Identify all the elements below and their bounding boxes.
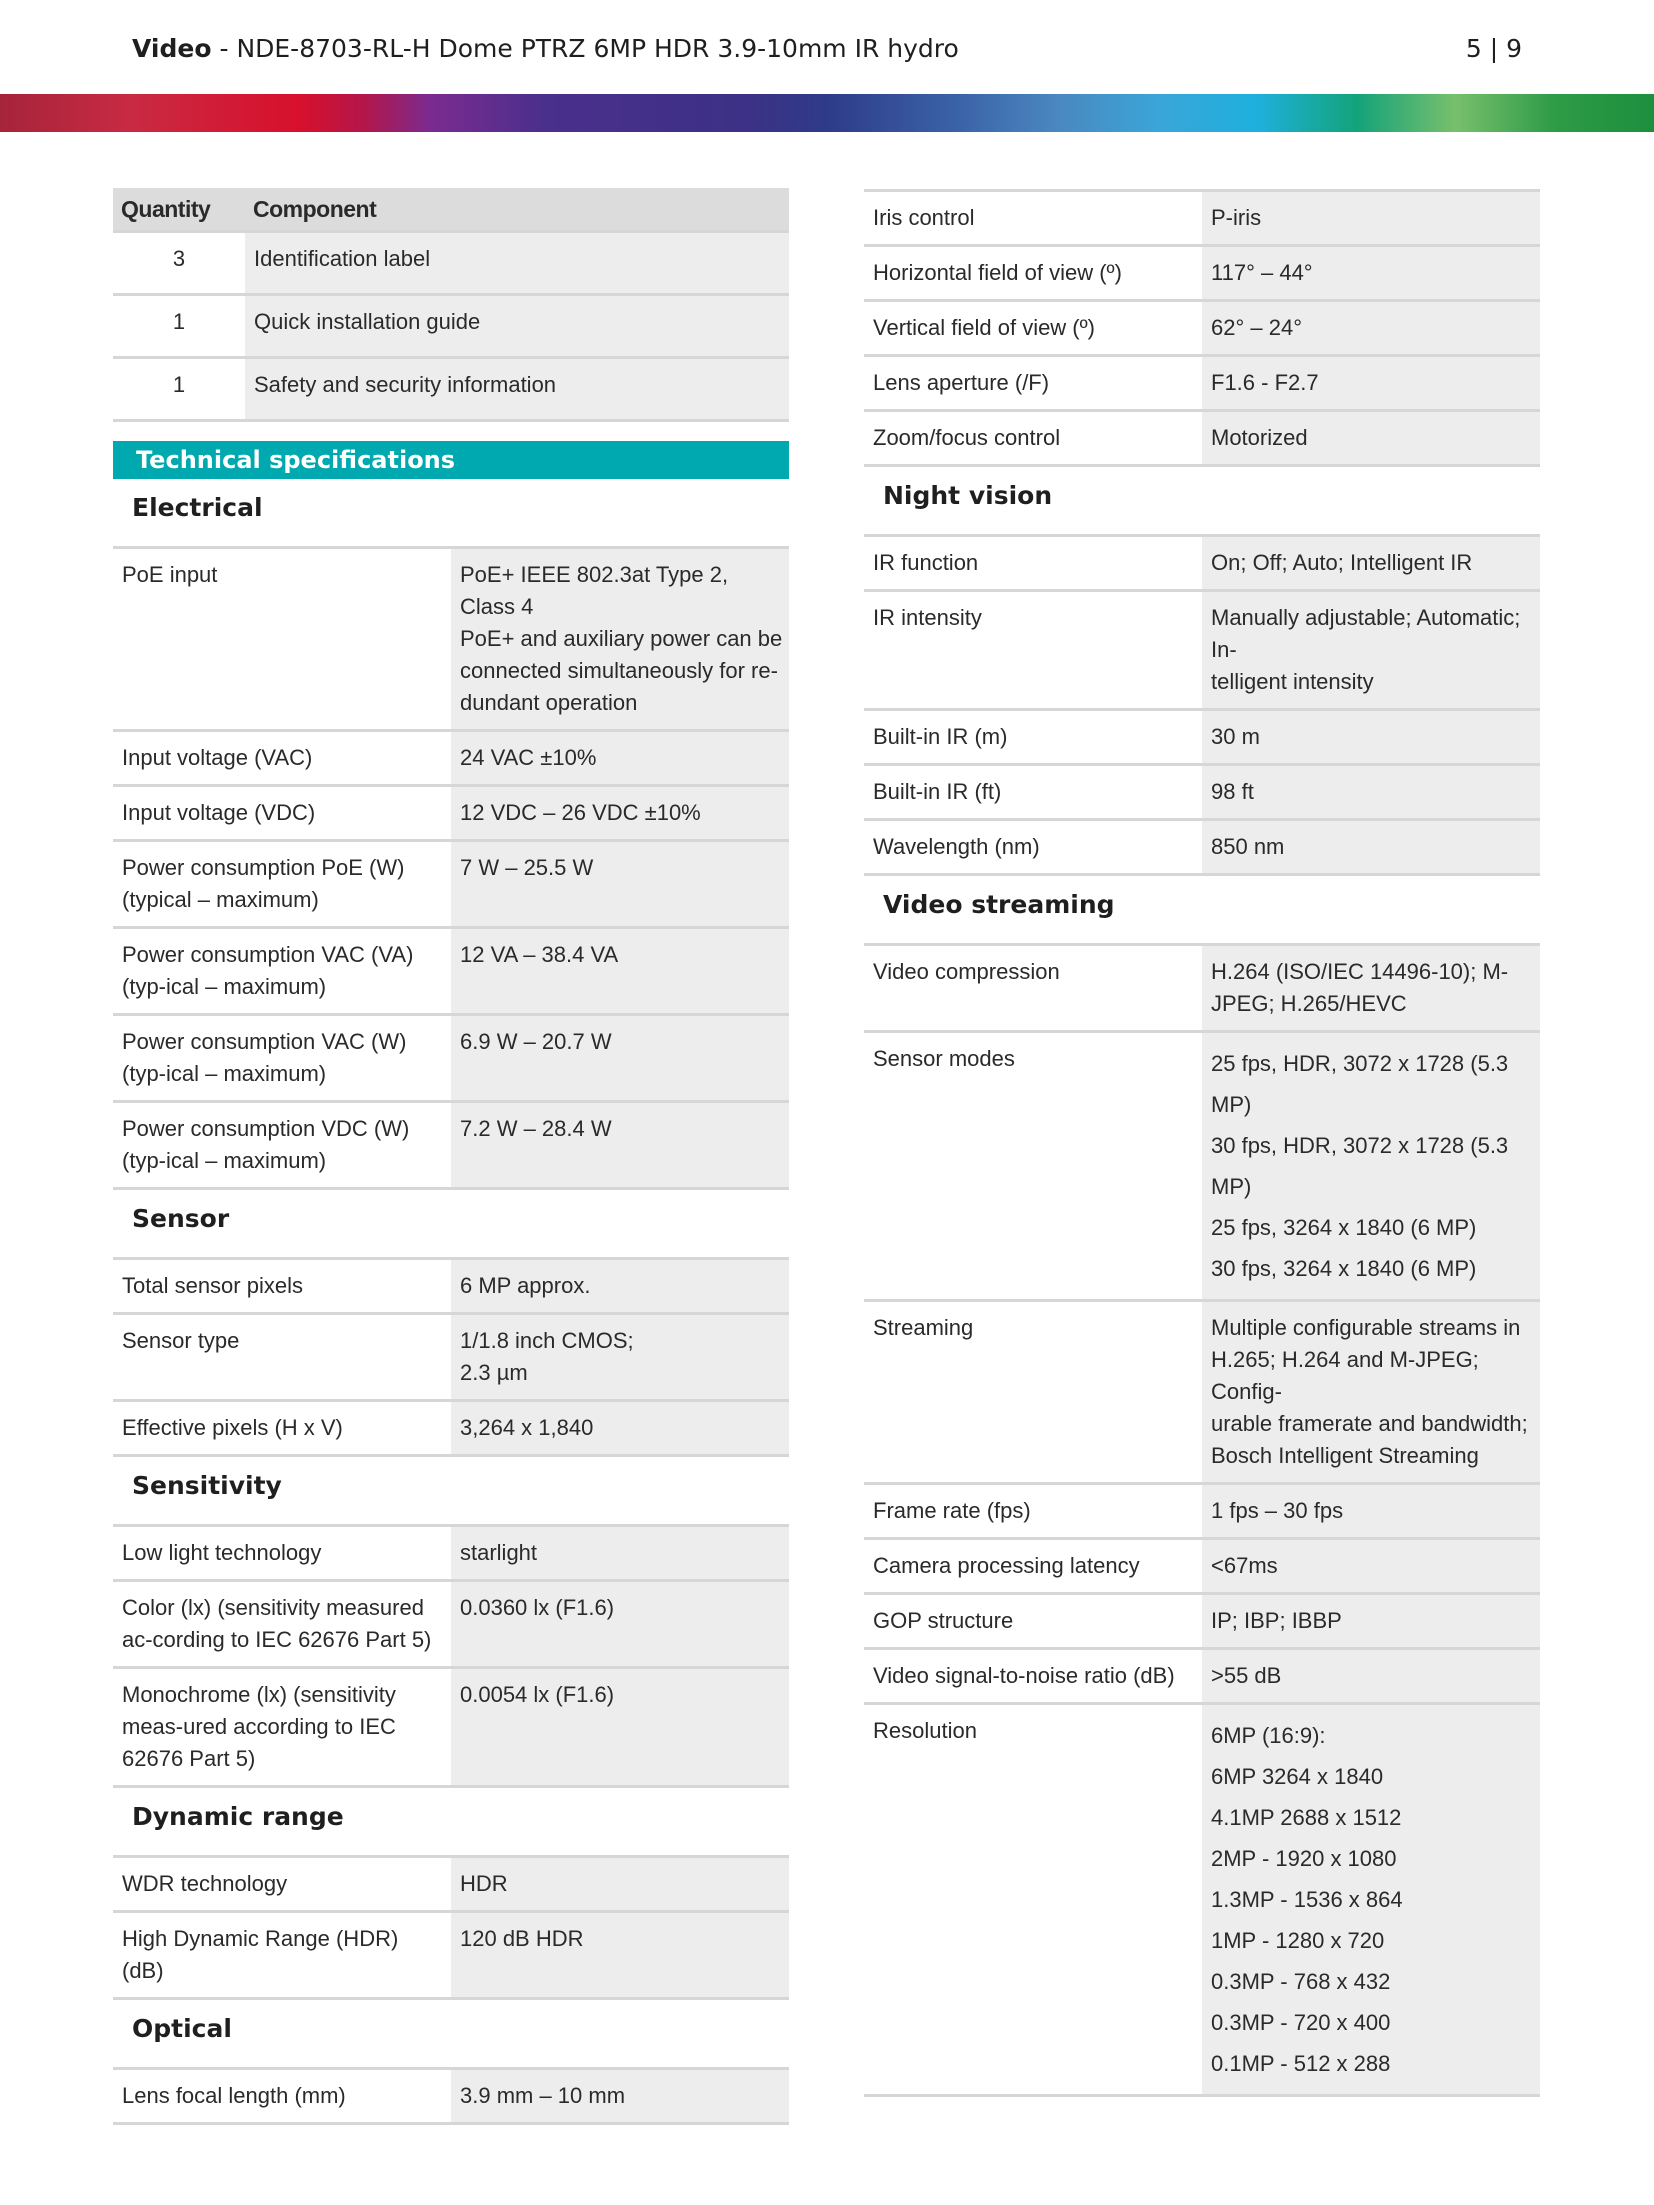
spec-value-line: 0.1MP - 512 x 288: [1211, 2051, 1391, 2076]
spec-label: Zoom/focus control: [864, 411, 1202, 466]
spec-value-line: Motorized: [1211, 425, 1308, 450]
section-heading: Sensitivity: [132, 1471, 282, 1500]
spec-row: [113, 1857, 789, 1912]
spec-value: [451, 1102, 789, 1189]
table-row: [113, 358, 789, 421]
spec-label: Lens focal length (mm): [113, 2069, 451, 2124]
spec-label: IR intensity: [864, 591, 1202, 710]
spec-row: [864, 710, 1540, 765]
spec-label: Effective pixels (H x V): [113, 1401, 451, 1456]
spec-table: [113, 2067, 789, 2125]
spec-value-line: 12 VA – 38.4 VA: [460, 942, 619, 967]
spec-value: [451, 1314, 789, 1401]
section-heading: Night vision: [883, 481, 1053, 510]
left-spec-sections: [113, 479, 789, 2125]
spec-label: Power consumption VAC (VA) (typ-ical – maximum): [113, 928, 451, 1015]
title-product: NDE-8703-RL-H Dome PTRZ 6MP HDR 3.9-10mm IR hydro: [236, 34, 959, 63]
spec-value-line: 3,264 x 1,840: [460, 1415, 594, 1440]
spec-row: [864, 536, 1540, 591]
spec-value: [1202, 1032, 1540, 1301]
section-heading: Electrical: [132, 493, 263, 522]
spec-row: [113, 928, 789, 1015]
spec-row: [864, 246, 1540, 301]
spec-value-line: urable framerate and bandwidth;: [1211, 1411, 1528, 1436]
spec-value-line: dundant operation: [460, 690, 638, 715]
spec-value-line: H.264 (ISO/IEC 14496-10); M-: [1211, 959, 1509, 984]
spec-value-line: 0.0054 lx (F1.6): [460, 1682, 615, 1707]
spec-label: Power consumption VDC (W) (typ-ical – maximum): [113, 1102, 451, 1189]
spec-value: [1202, 1704, 1540, 2096]
spec-row: [113, 1668, 789, 1787]
spec-label: Input voltage (VDC): [113, 786, 451, 841]
spec-value-line: 2MP - 1920 x 1080: [1211, 1846, 1397, 1871]
spec-label: Sensor type: [113, 1314, 451, 1401]
spec-value: [451, 1581, 789, 1668]
spec-label: Built-in IR (ft): [864, 765, 1202, 820]
spec-row: [864, 765, 1540, 820]
spec-table: [113, 546, 789, 1190]
spec-value: [451, 731, 789, 786]
spec-value-line: H.265; H.264 and M-JPEG; Config-: [1211, 1347, 1479, 1404]
spec-value-line: starlight: [460, 1540, 538, 1565]
spec-value-line: 30 fps, HDR, 3072 x 1728 (5.3 MP): [1211, 1133, 1509, 1199]
spec-value-line: 0.3MP - 768 x 432: [1211, 1969, 1391, 1994]
spec-value-line: PoE+ and auxiliary power can be: [460, 626, 783, 651]
spec-table: [113, 1257, 789, 1457]
spec-value-line: 0.0360 lx (F1.6): [460, 1595, 615, 1620]
spec-value-line: 4.1MP 2688 x 1512: [1211, 1805, 1402, 1830]
spec-value-line: 2.3 µm: [460, 1360, 528, 1385]
spec-value-line: F1.6 - F2.7: [1211, 370, 1319, 395]
spec-label: Lens aperture (/F): [864, 356, 1202, 411]
spec-value-line: 25 fps, HDR, 3072 x 1728 (5.3 MP): [1211, 1051, 1509, 1117]
spec-value: [451, 928, 789, 1015]
spec-table-body: [113, 1526, 789, 1787]
spec-row: [113, 2069, 789, 2124]
spec-label: PoE input: [113, 548, 451, 731]
spec-value-line: 1MP - 1280 x 720: [1211, 1928, 1385, 1953]
column-header-component: Component: [245, 188, 789, 232]
spec-value: [451, 841, 789, 928]
spec-value: [1202, 1484, 1540, 1539]
spec-table-body: [113, 2069, 789, 2124]
spec-value: [1202, 1649, 1540, 1704]
spec-label: Total sensor pixels: [113, 1259, 451, 1314]
spec-row: [864, 1704, 1540, 2096]
table-row: [113, 232, 789, 295]
spec-value-line: connected simultaneously for re-: [460, 658, 778, 683]
spec-value-line: IP; IBP; IBBP: [1211, 1608, 1342, 1633]
spec-row: [864, 1649, 1540, 1704]
spec-row: [864, 356, 1540, 411]
spec-row: [113, 548, 789, 731]
spec-value: [1202, 1539, 1540, 1594]
spec-row: [113, 1314, 789, 1401]
spec-value-line: P-iris: [1211, 205, 1262, 230]
spec-label: Horizontal field of view (º): [864, 246, 1202, 301]
spec-label: Resolution: [864, 1704, 1202, 2096]
spec-value: [1202, 765, 1540, 820]
spec-value-line: <67ms: [1211, 1553, 1278, 1578]
spec-value-line: 117° – 44°: [1211, 260, 1313, 285]
spec-label: GOP structure: [864, 1594, 1202, 1649]
spec-value-line: telligent intensity: [1211, 669, 1374, 694]
spec-value: [1202, 945, 1540, 1032]
spec-table: [113, 1855, 789, 2000]
spec-value-line: 120 dB HDR: [460, 1926, 584, 1951]
spec-row: [864, 1539, 1540, 1594]
spec-value: [451, 1015, 789, 1102]
spec-value: [1202, 356, 1540, 411]
spec-row: [113, 1102, 789, 1189]
spec-row: [113, 1401, 789, 1456]
spec-table: [864, 534, 1540, 876]
spec-label: Wavelength (nm): [864, 820, 1202, 875]
spec-value-line: 62° – 24°: [1211, 315, 1302, 340]
spec-value-line: >55 dB: [1211, 1663, 1282, 1688]
spec-table: [113, 1524, 789, 1788]
spec-label: Power consumption VAC (W) (typ-ical – maximum): [113, 1015, 451, 1102]
spec-value: [451, 2069, 789, 2124]
page-number: 5 | 9: [1465, 34, 1522, 63]
spec-value: [1202, 301, 1540, 356]
spec-row: [864, 945, 1540, 1032]
spec-value-line: 7.2 W – 28.4 W: [460, 1116, 612, 1141]
spec-label: Input voltage (VAC): [113, 731, 451, 786]
parts-table-body: [113, 232, 789, 421]
spec-value: [1202, 246, 1540, 301]
spec-value: [451, 1259, 789, 1314]
spec-label: Low light technology: [113, 1526, 451, 1581]
right-spec-sections: [864, 467, 1540, 2097]
spec-value: [451, 1526, 789, 1581]
spec-value: [451, 786, 789, 841]
optical-continued-body: [864, 191, 1540, 466]
left-column: [113, 188, 789, 2125]
spec-value: [451, 1857, 789, 1912]
spec-value: [451, 1668, 789, 1787]
spec-value-line: On; Off; Auto; Intelligent IR: [1211, 550, 1473, 575]
spec-label: Power consumption PoE (W) (typical – maximum): [113, 841, 451, 928]
spec-value-line: 6 MP approx.: [460, 1273, 591, 1298]
spec-label: Frame rate (fps): [864, 1484, 1202, 1539]
spec-value: [1202, 710, 1540, 765]
table-row: [113, 295, 789, 358]
spec-label: Video signal-to-noise ratio (dB): [864, 1649, 1202, 1704]
spec-value: [1202, 1594, 1540, 1649]
spec-label: High Dynamic Range (HDR) (dB): [113, 1912, 451, 1999]
column-header-quantity: Quantity: [113, 188, 245, 232]
spec-value-line: 12 VDC – 26 VDC ±10%: [460, 800, 701, 825]
spec-value-line: PoE+ IEEE 802.3at Type 2, Class 4: [460, 562, 729, 619]
spec-label: Sensor modes: [864, 1032, 1202, 1301]
spec-value-line: 3.9 mm – 10 mm: [460, 2083, 626, 2108]
spec-row: [113, 1015, 789, 1102]
spec-value-line: 1.3MP - 1536 x 864: [1211, 1887, 1403, 1912]
spec-value-line: Multiple configurable streams in: [1211, 1315, 1521, 1340]
component-cell: Identification label: [245, 232, 789, 295]
spec-value-line: 30 fps, 3264 x 1840 (6 MP): [1211, 1256, 1477, 1281]
spec-value-line: 7 W – 25.5 W: [460, 855, 594, 880]
document-title: [132, 34, 959, 63]
spec-value-line: Bosch Intelligent Streaming: [1211, 1443, 1479, 1468]
spec-row: [113, 1526, 789, 1581]
spec-value: [1202, 411, 1540, 466]
spec-value: [1202, 591, 1540, 710]
spec-value-line: 25 fps, 3264 x 1840 (6 MP): [1211, 1215, 1477, 1240]
spec-value: [451, 1401, 789, 1456]
spec-row: [864, 1301, 1540, 1484]
section-heading: Video streaming: [883, 890, 1115, 919]
technical-specifications-band: Technical specifications: [113, 441, 789, 479]
spec-value-line: 30 m: [1211, 724, 1260, 749]
spec-value-line: HDR: [460, 1871, 508, 1896]
spec-label: Streaming: [864, 1301, 1202, 1484]
spec-label: Camera processing latency: [864, 1539, 1202, 1594]
title-separator: -: [211, 34, 237, 63]
spec-label: Monochrome (lx) (sensitivity meas-ured according to IEC 62676 Part 5): [113, 1668, 451, 1787]
spec-row: [864, 591, 1540, 710]
spec-value: [451, 1912, 789, 1999]
spec-row: [113, 731, 789, 786]
spec-value-line: JPEG; H.265/HEVC: [1211, 991, 1407, 1016]
right-column: [864, 189, 1540, 2097]
table-header-row: [113, 188, 789, 232]
section-heading: Dynamic range: [132, 1802, 344, 1831]
spec-row: [113, 1912, 789, 1999]
spec-value: [1202, 191, 1540, 246]
spec-value-line: 6MP 3264 x 1840: [1211, 1764, 1384, 1789]
component-cell: Quick installation guide: [245, 295, 789, 358]
optical-continued-table: [864, 189, 1540, 467]
spec-row: [864, 1484, 1540, 1539]
spec-row: [113, 1581, 789, 1668]
spec-label: Built-in IR (m): [864, 710, 1202, 765]
spec-value-line: Manually adjustable; Automatic; In-: [1211, 605, 1521, 662]
spec-value-line: 850 nm: [1211, 834, 1285, 859]
section-heading: Sensor: [132, 1204, 230, 1233]
spec-table-body: [864, 945, 1540, 2096]
page-header: [132, 34, 1522, 70]
section-heading: Optical: [132, 2014, 232, 2043]
spec-value-line: 0.3MP - 720 x 400: [1211, 2010, 1391, 2035]
spec-label: Vertical field of view (º): [864, 301, 1202, 356]
spec-value-line: 24 VAC ±10%: [460, 745, 597, 770]
quantity-cell: 1: [113, 295, 245, 358]
brand-color-stripe: [0, 94, 1654, 132]
spec-row: [864, 301, 1540, 356]
spec-table-body: [113, 1259, 789, 1456]
spec-label: Iris control: [864, 191, 1202, 246]
spec-value: [1202, 820, 1540, 875]
spec-row: [864, 820, 1540, 875]
spec-label: Color (lx) (sensitivity measured ac-cording to IEC 62676 Part 5): [113, 1581, 451, 1668]
spec-row: [864, 1594, 1540, 1649]
spec-value: [1202, 1301, 1540, 1484]
spec-label: WDR technology: [113, 1857, 451, 1912]
spec-value-line: 1 fps – 30 fps: [1211, 1498, 1344, 1523]
spec-label: IR function: [864, 536, 1202, 591]
spec-row: [864, 191, 1540, 246]
spec-value-line: 6.9 W – 20.7 W: [460, 1029, 612, 1054]
spec-label: Video compression: [864, 945, 1202, 1032]
title-category: Video: [132, 34, 212, 63]
spec-row: [864, 411, 1540, 466]
parts-included-table: [113, 188, 789, 422]
spec-table-body: [864, 536, 1540, 875]
spec-value: [1202, 536, 1540, 591]
spec-row: [113, 841, 789, 928]
component-cell: Safety and security information: [245, 358, 789, 421]
spec-value: [451, 548, 789, 731]
quantity-cell: 3: [113, 232, 245, 295]
spec-table: [864, 943, 1540, 2097]
spec-value-line: 1/1.8 inch CMOS;: [460, 1328, 634, 1353]
spec-value-line: 98 ft: [1211, 779, 1254, 804]
spec-value-line: 6MP (16:9):: [1211, 1723, 1326, 1748]
quantity-cell: 1: [113, 358, 245, 421]
spec-row: [113, 786, 789, 841]
spec-table-body: [113, 548, 789, 1189]
spec-row: [864, 1032, 1540, 1301]
spec-row: [113, 1259, 789, 1314]
spec-table-body: [113, 1857, 789, 1999]
